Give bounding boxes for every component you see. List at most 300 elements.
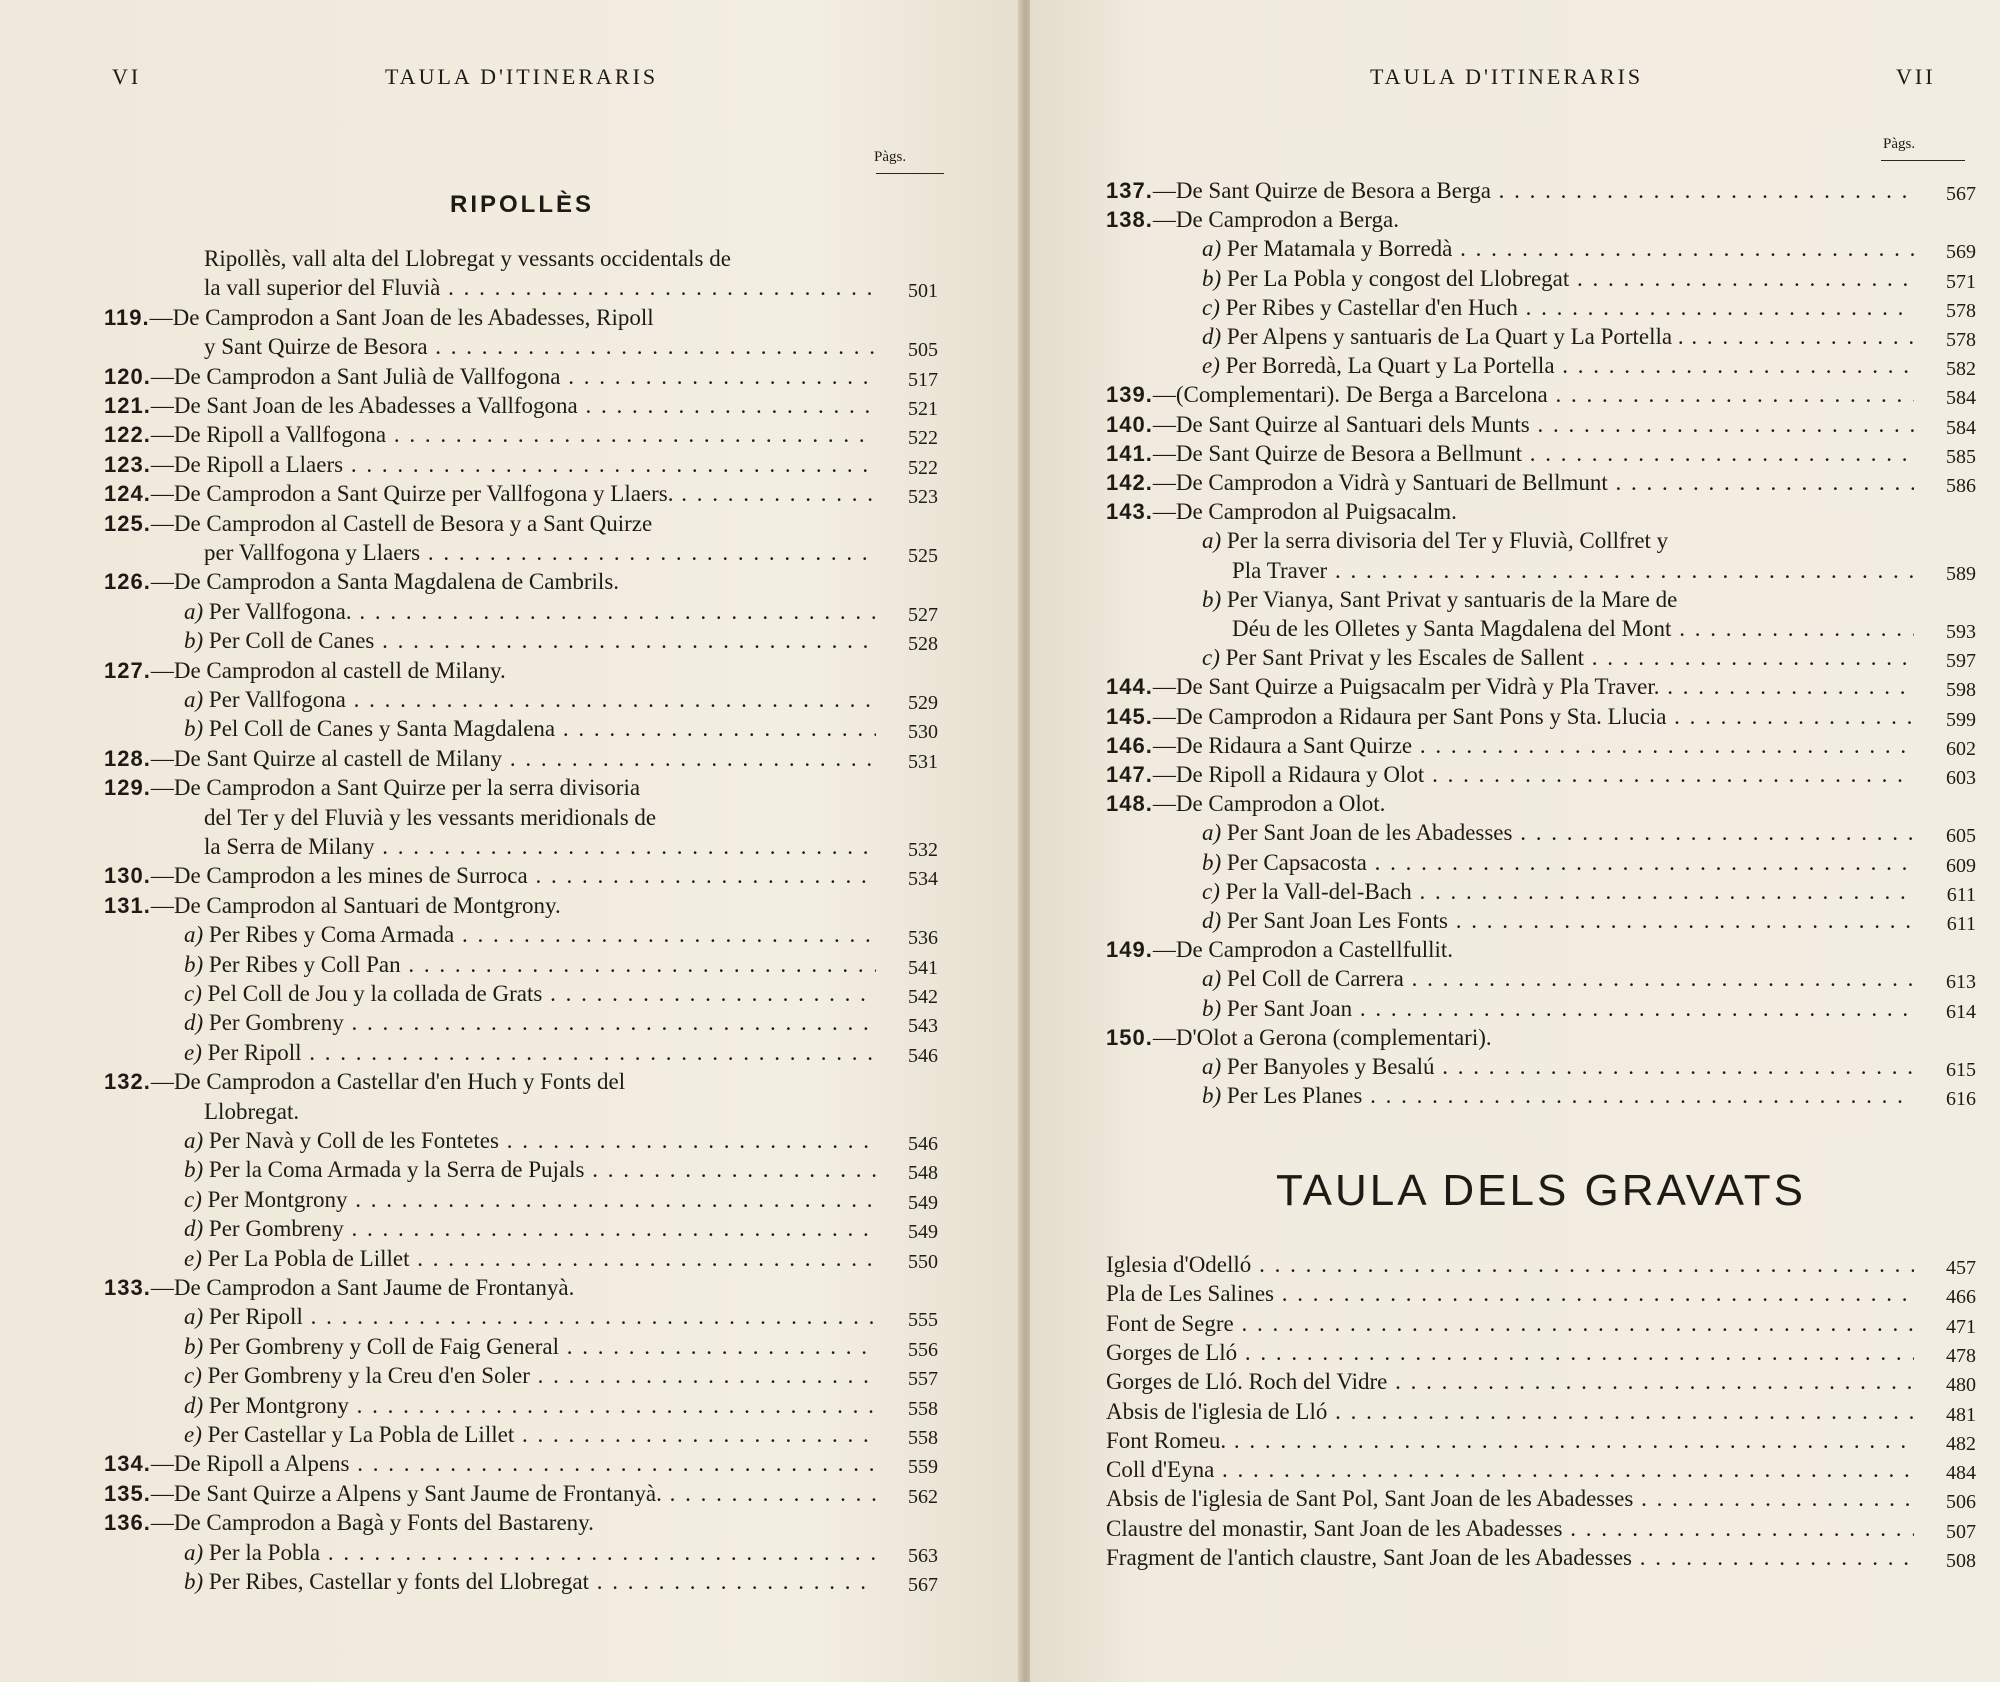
toc-entry-page: 529 bbox=[908, 692, 938, 714]
toc-entry-letter: d) bbox=[1202, 908, 1222, 933]
toc-entry bbox=[1106, 1426, 1976, 1456]
toc-entry-number: 129. bbox=[104, 775, 151, 801]
toc-entry bbox=[1106, 1081, 1976, 1111]
toc-entry bbox=[1106, 497, 1976, 527]
toc-entry bbox=[104, 1155, 938, 1185]
toc-entry-text bbox=[1202, 877, 1914, 907]
toc-entry-number: 146. bbox=[1106, 732, 1153, 758]
toc-entry-text bbox=[104, 891, 876, 921]
toc-entry-page: 457 bbox=[1946, 1257, 1976, 1279]
toc-entry bbox=[1106, 1397, 1976, 1427]
toc-entry-page: 609 bbox=[1946, 854, 1976, 877]
toc-entry bbox=[104, 273, 938, 303]
toc-entry-text bbox=[1106, 1543, 1914, 1573]
toc-entry bbox=[104, 1008, 938, 1038]
toc-entry-page: 578 bbox=[1946, 299, 1976, 322]
toc-entry bbox=[104, 1538, 938, 1568]
toc-entry-text bbox=[104, 362, 876, 392]
toc-entry-text bbox=[1202, 234, 1914, 264]
toc-entry-letter: b) bbox=[184, 716, 204, 742]
toc-entry-title: Per Sant Joan Les Fonts bbox=[1226, 908, 1448, 933]
toc-entry bbox=[1106, 1367, 1976, 1397]
toc-entry-letter: e) bbox=[184, 1422, 202, 1447]
toc-entry bbox=[104, 803, 938, 833]
toc-entry bbox=[1106, 1309, 1976, 1339]
toc-entry-page: 549 bbox=[908, 1191, 938, 1214]
toc-entry-page: 558 bbox=[908, 1397, 938, 1420]
toc-entry-letter: c) bbox=[184, 981, 202, 1006]
toc-entry bbox=[1106, 205, 1976, 235]
toc-entry-number: 136. bbox=[104, 1510, 151, 1536]
toc-entry-page: 602 bbox=[1946, 737, 1976, 760]
toc-entry-page: 614 bbox=[1946, 1000, 1976, 1023]
toc-entry-letter: e) bbox=[1202, 353, 1220, 379]
toc-entry-text bbox=[1202, 818, 1914, 848]
toc-entry-title: —De Camprodon a Castellfullit. bbox=[1152, 937, 1454, 963]
toc-entry-text bbox=[204, 832, 876, 862]
toc-entry bbox=[1106, 293, 1976, 323]
gravats-list bbox=[1106, 1250, 1976, 1580]
toc-entry-number: 122. bbox=[104, 422, 151, 448]
toc-entry-title: Gorges de Lló bbox=[1106, 1339, 1238, 1365]
toc-entry-number: 147. bbox=[1106, 762, 1153, 787]
toc-entry-text bbox=[104, 303, 876, 333]
toc-entry bbox=[1106, 614, 1976, 644]
toc-entry-title: la Serra de Milany bbox=[204, 834, 375, 859]
toc-entry-title: —De Sant Quirze a Alpens y Sant Jaume de Frontanyà. bbox=[150, 1480, 662, 1506]
toc-entry-page: 556 bbox=[908, 1338, 938, 1361]
toc-entry-page: 501 bbox=[908, 280, 938, 303]
toc-entry bbox=[104, 1567, 938, 1597]
toc-entry bbox=[104, 1420, 938, 1450]
toc-entry-text bbox=[1202, 351, 1914, 381]
toc-entry-letter: b) bbox=[1202, 586, 1222, 612]
toc-entry-page: 536 bbox=[908, 927, 938, 950]
toc-entry bbox=[104, 1214, 938, 1244]
toc-entry-page: 582 bbox=[1946, 358, 1976, 381]
toc-entry bbox=[104, 332, 938, 362]
toc-entry-number: 135. bbox=[104, 1480, 151, 1506]
toc-entry-text bbox=[1202, 264, 1914, 294]
toc-entry-letter: a) bbox=[1202, 1054, 1222, 1079]
right-running-head: TAULA D'ITINERARIS bbox=[1370, 64, 1644, 89]
toc-entry-text bbox=[1106, 1397, 1914, 1427]
toc-entry bbox=[1106, 468, 1976, 498]
toc-entry-title: Per Ripoll bbox=[207, 1039, 302, 1065]
toc-entry bbox=[104, 773, 938, 803]
toc-entry-page: 550 bbox=[908, 1250, 938, 1273]
toc-entry bbox=[1106, 556, 1976, 586]
toc-entry-page: 478 bbox=[1946, 1344, 1976, 1367]
toc-entry-title: Gorges de Lló. Roch del Vidre bbox=[1106, 1369, 1388, 1395]
right-pags-label: Pàgs. bbox=[1883, 136, 1916, 152]
toc-entry-text bbox=[1202, 585, 1914, 615]
toc-entry-page: 598 bbox=[1946, 679, 1976, 702]
toc-entry-page: 521 bbox=[908, 398, 938, 420]
toc-entry-text bbox=[204, 803, 876, 833]
toc-entry-title: Iglesia d'Odelló bbox=[1106, 1252, 1252, 1277]
toc-entry-title: Per Ribes y Coll Pan bbox=[208, 951, 401, 977]
toc-entry-title: —De Sant Quirze al Santuari dels Munts bbox=[1152, 411, 1530, 437]
toc-entry bbox=[1106, 964, 1976, 994]
toc-entry-text bbox=[204, 1097, 876, 1127]
toc-entry-letter: b) bbox=[184, 1569, 204, 1594]
toc-entry-title: Pla de Les Salines bbox=[1106, 1281, 1274, 1307]
toc-entry-letter: d) bbox=[1202, 324, 1222, 349]
toc-entry-letter: c) bbox=[1202, 878, 1220, 904]
toc-entry-title: Per Vallfogona bbox=[208, 687, 346, 712]
toc-entry-text bbox=[1232, 614, 1914, 644]
toc-entry-title: Per Sant Privat y les Escales de Sallent bbox=[1225, 645, 1584, 671]
toc-entry bbox=[1106, 848, 1976, 878]
toc-entry bbox=[104, 861, 938, 891]
toc-entry bbox=[1106, 643, 1976, 673]
toc-entry-title: —De Camprodon a Berga. bbox=[1152, 207, 1399, 233]
toc-entry-title: Per La Pobla de Lillet bbox=[207, 1245, 410, 1271]
toc-entry-text bbox=[104, 1067, 876, 1097]
toc-entry-text bbox=[1106, 410, 1914, 440]
toc-entry-text bbox=[204, 538, 876, 568]
toc-entry-page: 484 bbox=[1946, 1462, 1976, 1485]
toc-entry-text bbox=[1106, 380, 1914, 410]
toc-entry bbox=[104, 420, 938, 450]
toc-entry-page: 559 bbox=[908, 1456, 938, 1479]
toc-entry-page: 603 bbox=[1946, 767, 1976, 789]
toc-entry-title: Pel Coll de Jou y la collada de Grats bbox=[207, 981, 543, 1006]
toc-entry bbox=[104, 1332, 938, 1362]
toc-entry-text bbox=[104, 567, 876, 597]
toc-entry-letter: b) bbox=[184, 951, 204, 977]
toc-entry-page: 546 bbox=[908, 1133, 938, 1155]
toc-entry-page: 584 bbox=[1946, 416, 1976, 439]
toc-entry-title: Pel Coll de Canes y Santa Magdalena bbox=[208, 716, 556, 742]
toc-entry-text bbox=[1202, 964, 1914, 994]
toc-entry-text bbox=[1106, 935, 1914, 965]
toc-entry bbox=[1106, 818, 1976, 848]
toc-entry-page: 532 bbox=[908, 839, 938, 861]
toc-entry bbox=[104, 1126, 938, 1156]
toc-entry-title: —De Sant Quirze de Besora a Bellmunt bbox=[1152, 440, 1523, 466]
toc-entry-text bbox=[184, 685, 876, 715]
toc-entry-title: —De Ripoll a Vallfogona bbox=[150, 422, 387, 448]
toc-entry-letter: d) bbox=[184, 1010, 204, 1036]
toc-entry bbox=[1106, 234, 1976, 264]
toc-entry-text bbox=[1106, 439, 1914, 469]
toc-entry-title: Pel Coll de Carrera bbox=[1226, 966, 1404, 992]
toc-entry bbox=[104, 744, 938, 774]
toc-entry-page: 557 bbox=[908, 1368, 938, 1391]
toc-entry-title: —D'Olot a Gerona (complementari). bbox=[1152, 1024, 1492, 1050]
toc-entry-title: —De Camprodon a Olot. bbox=[1152, 791, 1386, 817]
toc-entry bbox=[1106, 1455, 1976, 1485]
toc-entry-text bbox=[104, 509, 876, 539]
toc-entry-title: Absis de l'iglesia de Lló bbox=[1106, 1398, 1328, 1424]
toc-entry-number: 128. bbox=[104, 745, 151, 771]
toc-entry-title: —De Camprodon al Santuari de Montgrony. bbox=[150, 892, 561, 918]
toc-entry-text bbox=[1106, 789, 1914, 819]
toc-entry-title: Claustre del monastir, Sant Joan de les Abadesses bbox=[1106, 1515, 1563, 1541]
toc-entry-title: Per la Pobla bbox=[208, 1539, 321, 1565]
toc-entry bbox=[1106, 264, 1976, 294]
toc-entry-text bbox=[184, 1420, 876, 1450]
toc-entry-number: 130. bbox=[104, 863, 151, 889]
toc-entry-number: 123. bbox=[104, 451, 151, 477]
toc-entry bbox=[104, 891, 938, 921]
toc-entry bbox=[1106, 322, 1976, 352]
toc-entry-letter: b) bbox=[184, 1157, 204, 1183]
toc-entry-text bbox=[184, 714, 876, 744]
toc-entry-text bbox=[1106, 1455, 1914, 1485]
toc-entry-number: 132. bbox=[104, 1069, 151, 1095]
toc-entry-text bbox=[184, 950, 876, 980]
toc-entry-letter: b) bbox=[1202, 265, 1222, 291]
toc-entry bbox=[104, 1273, 938, 1303]
toc-entry bbox=[1106, 731, 1976, 761]
left-toc-list bbox=[104, 244, 938, 1604]
toc-entry-text bbox=[184, 1244, 876, 1274]
toc-entry-page: 541 bbox=[908, 956, 938, 979]
toc-entry-letter: a) bbox=[1202, 528, 1222, 554]
gravats-title: TAULA DELS GRAVATS bbox=[1276, 1166, 1806, 1215]
toc-entry bbox=[1106, 702, 1976, 732]
toc-entry-title: —De Sant Quirze de Besora a Berga bbox=[1152, 178, 1491, 203]
toc-entry-title: —De Camprodon a Castellar d'en Huch y Fonts del bbox=[150, 1069, 626, 1095]
toc-entry-letter: a) bbox=[1202, 820, 1222, 846]
toc-entry bbox=[104, 1449, 938, 1479]
toc-entry bbox=[104, 685, 938, 715]
toc-entry-text bbox=[1106, 1279, 1914, 1309]
toc-entry-title: —De Camprodon a Santa Magdalena de Cambrils. bbox=[150, 569, 620, 595]
toc-entry-text bbox=[1106, 468, 1914, 498]
toc-entry-title: Per Sant Joan bbox=[1226, 995, 1353, 1021]
toc-entry-number: 126. bbox=[104, 569, 151, 595]
toc-entry-text bbox=[104, 479, 876, 509]
toc-entry-title: —(Complementari). De Berga a Barcelona bbox=[1152, 382, 1548, 408]
toc-entry bbox=[1106, 1023, 1976, 1053]
toc-entry-text bbox=[184, 1155, 876, 1185]
toc-entry-title: Per Ribes y Coma Armada bbox=[208, 922, 455, 948]
toc-entry-text bbox=[1202, 322, 1914, 352]
toc-entry-number: 119. bbox=[104, 304, 150, 330]
toc-entry bbox=[104, 950, 938, 980]
toc-entry-page: 546 bbox=[908, 1044, 938, 1067]
toc-entry-letter: a) bbox=[1202, 966, 1222, 992]
toc-entry-text bbox=[104, 656, 876, 686]
toc-entry-title: Per la Coma Armada y la Serra de Pujals bbox=[208, 1157, 585, 1183]
toc-entry-title: —De Camprodon a Sant Quirze per la serra divisoria bbox=[150, 775, 641, 801]
toc-entry-title: Per Montgrony bbox=[208, 1392, 349, 1418]
right-page bbox=[1030, 0, 2000, 1682]
toc-entry-text bbox=[184, 1008, 876, 1038]
toc-entry bbox=[1106, 935, 1976, 965]
toc-entry-number: 131. bbox=[104, 892, 151, 918]
toc-entry-number: 143. bbox=[1106, 499, 1153, 525]
toc-entry-title: Ripollès, vall alta del Llobregat y vessants occidentals de bbox=[204, 246, 731, 271]
toc-entry bbox=[104, 920, 938, 950]
toc-entry-page: 616 bbox=[1946, 1088, 1976, 1111]
toc-entry-title: —De Camprodon a Sant Joan de les Abadesses, Ripoll bbox=[149, 304, 654, 330]
toc-entry bbox=[104, 714, 938, 744]
toc-entry bbox=[1106, 1052, 1976, 1082]
toc-entry-title: —De Camprodon a Bagà y Fonts del Bastareny. bbox=[150, 1510, 594, 1536]
toc-entry-text bbox=[1106, 1338, 1914, 1368]
toc-entry-number: 120. bbox=[104, 363, 151, 389]
section-title: RIPOLLÈS bbox=[449, 191, 594, 218]
toc-entry-number: 145. bbox=[1106, 703, 1153, 729]
toc-entry-letter: a) bbox=[184, 1128, 204, 1153]
toc-entry bbox=[104, 1244, 938, 1274]
toc-entry-text bbox=[104, 1273, 876, 1303]
toc-entry-number: 127. bbox=[104, 657, 151, 683]
toc-entry-number: 121. bbox=[104, 393, 151, 418]
toc-entry-title: —De Camprodon a Vidrà y Santuari de Bellmunt bbox=[1152, 470, 1608, 495]
toc-entry-letter: a) bbox=[184, 1539, 204, 1565]
toc-entry-number: 144. bbox=[1106, 674, 1153, 700]
toc-entry-text bbox=[1106, 1250, 1914, 1280]
toc-entry-letter: c) bbox=[184, 1186, 202, 1212]
toc-entry-text bbox=[204, 244, 876, 274]
toc-entry-title: —De Camprodon al Castell de Besora y a Sant Quirze bbox=[150, 510, 653, 536]
toc-entry-page: 593 bbox=[1946, 621, 1976, 643]
toc-entry-title: Per Capsacosta bbox=[1226, 849, 1367, 875]
toc-entry-title: Per Montgrony bbox=[207, 1186, 348, 1212]
toc-entry-text bbox=[184, 1126, 876, 1156]
toc-entry-page: 585 bbox=[1946, 445, 1976, 468]
toc-entry bbox=[104, 1479, 938, 1509]
toc-entry-text bbox=[1106, 1367, 1914, 1397]
toc-entry-text bbox=[1202, 994, 1914, 1024]
toc-entry bbox=[1106, 877, 1976, 907]
toc-entry-text bbox=[1106, 1309, 1914, 1339]
toc-entry-page: 567 bbox=[908, 1574, 938, 1596]
toc-entry-page: 571 bbox=[1946, 270, 1976, 293]
toc-entry bbox=[104, 1185, 938, 1215]
toc-entry-text bbox=[204, 332, 876, 362]
toc-entry-title: Per Sant Joan de les Abadesses bbox=[1226, 820, 1513, 846]
toc-entry-letter: a) bbox=[184, 687, 204, 712]
toc-entry-page: 534 bbox=[908, 868, 938, 891]
toc-entry-text bbox=[184, 1302, 876, 1332]
toc-entry bbox=[1106, 994, 1976, 1024]
toc-entry-title: Per la Vall-del-Bach bbox=[1225, 878, 1412, 904]
toc-entry bbox=[1106, 672, 1976, 702]
toc-entry-title: Font Romeu. bbox=[1106, 1427, 1227, 1453]
toc-entry-text bbox=[104, 1508, 876, 1538]
toc-entry-text bbox=[104, 450, 876, 480]
toc-entry-letter: a) bbox=[184, 598, 204, 624]
toc-entry bbox=[104, 509, 938, 539]
toc-entry-page: 558 bbox=[908, 1427, 938, 1449]
toc-entry-title: y Sant Quirze de Besora bbox=[204, 334, 428, 360]
toc-entry-page: 505 bbox=[908, 339, 938, 362]
toc-entry bbox=[104, 450, 938, 480]
toc-entry-text bbox=[1202, 526, 1914, 556]
toc-entry-number: 148. bbox=[1106, 791, 1153, 817]
toc-entry-page: 548 bbox=[908, 1162, 938, 1185]
toc-entry-title: Per Navà y Coll de les Fontetes bbox=[208, 1128, 499, 1153]
toc-entry-title: Per Ripoll bbox=[208, 1304, 303, 1330]
toc-entry-title: —De Camprodon al castell de Milany. bbox=[150, 657, 506, 683]
toc-entry-title: Per Ribes, Castellar y fonts del Llobregat bbox=[208, 1569, 589, 1594]
toc-entry-letter: d) bbox=[184, 1216, 204, 1242]
toc-entry-text bbox=[184, 1038, 876, 1068]
toc-entry-title: Pla Traver bbox=[1232, 557, 1328, 583]
toc-entry-page: 522 bbox=[908, 456, 938, 479]
toc-entry-title: —De Ripoll a Alpens bbox=[150, 1451, 350, 1477]
toc-entry-text bbox=[204, 273, 876, 303]
right-folio: VII bbox=[1896, 64, 1936, 89]
toc-entry bbox=[1106, 380, 1976, 410]
toc-entry-number: 142. bbox=[1106, 470, 1153, 495]
toc-entry-text bbox=[1106, 1514, 1914, 1544]
toc-entry-page: 563 bbox=[908, 1544, 938, 1567]
toc-entry-text bbox=[1106, 702, 1914, 732]
toc-entry bbox=[1106, 760, 1976, 790]
toc-entry-number: 139. bbox=[1106, 382, 1153, 408]
toc-entry-letter: a) bbox=[1202, 236, 1222, 262]
toc-entry-number: 125. bbox=[104, 510, 151, 536]
toc-entry-letter: b) bbox=[1202, 1083, 1222, 1109]
toc-entry bbox=[104, 1097, 938, 1127]
toc-entry-title: —De Sant Joan de les Abadesses a Vallfogona bbox=[150, 393, 578, 418]
toc-entry-text bbox=[1106, 497, 1914, 527]
toc-entry-letter: b) bbox=[1202, 995, 1222, 1021]
toc-entry-page: 528 bbox=[908, 633, 938, 656]
toc-entry-title: —De Camprodon al Puigsacalm. bbox=[1152, 499, 1457, 525]
toc-entry-page: 567 bbox=[1946, 183, 1976, 205]
toc-entry-page: 530 bbox=[908, 721, 938, 744]
toc-entry-title: Llobregat. bbox=[204, 1098, 300, 1124]
toc-entry-page: 611 bbox=[1946, 883, 1976, 906]
toc-entry-title: —De Sant Quirze al castell de Milany bbox=[150, 745, 503, 771]
toc-entry-letter: b) bbox=[1202, 849, 1222, 875]
toc-entry-title: Per Matamala y Borredà bbox=[1226, 236, 1453, 262]
toc-entry bbox=[104, 479, 938, 509]
toc-entry-text bbox=[1106, 205, 1914, 235]
toc-entry-page: 597 bbox=[1946, 650, 1976, 673]
toc-entry-page: 599 bbox=[1946, 708, 1976, 731]
toc-entry bbox=[104, 1067, 938, 1097]
toc-entry-title: Per Vallfogona. bbox=[208, 598, 352, 624]
toc-entry-text bbox=[1202, 906, 1914, 936]
toc-entry-title: Per Borredà, La Quart y La Portella bbox=[1225, 353, 1555, 379]
toc-entry-title: —De Camprodon a Sant Julià de Vallfogona bbox=[150, 363, 561, 389]
toc-entry-text bbox=[184, 597, 876, 627]
toc-entry-title: Per Banyoles y Besalú bbox=[1226, 1054, 1435, 1079]
toc-entry bbox=[1106, 176, 1976, 206]
toc-entry-title: —De Ripoll a Llaers bbox=[150, 451, 344, 477]
toc-entry-text bbox=[1106, 1484, 1914, 1514]
toc-entry-letter: a) bbox=[184, 1304, 204, 1330]
toc-entry-text bbox=[1106, 760, 1914, 790]
toc-entry-text bbox=[1106, 731, 1914, 761]
toc-entry bbox=[104, 656, 938, 686]
toc-entry-text bbox=[1202, 848, 1914, 878]
toc-entry bbox=[1106, 410, 1976, 440]
toc-entry-text bbox=[184, 1567, 876, 1597]
toc-entry-letter: b) bbox=[184, 1333, 204, 1359]
toc-entry-text bbox=[184, 920, 876, 950]
toc-entry-text bbox=[1106, 1426, 1914, 1456]
left-folio: VI bbox=[112, 64, 142, 89]
toc-entry bbox=[1106, 1514, 1976, 1544]
toc-entry-title: —De Sant Quirze a Puigsacalm per Vidrà y Pla Traver. bbox=[1152, 674, 1660, 700]
toc-entry-title: —De Ridaura a Sant Quirze bbox=[1152, 732, 1413, 758]
toc-entry-title: Per La Pobla y congost del Llobregat bbox=[1226, 265, 1570, 291]
toc-entry-title: Absis de l'iglesia de Sant Pol, Sant Joan de les Abadesses bbox=[1106, 1486, 1634, 1512]
toc-entry-page: 466 bbox=[1946, 1286, 1976, 1309]
toc-entry bbox=[104, 244, 938, 274]
